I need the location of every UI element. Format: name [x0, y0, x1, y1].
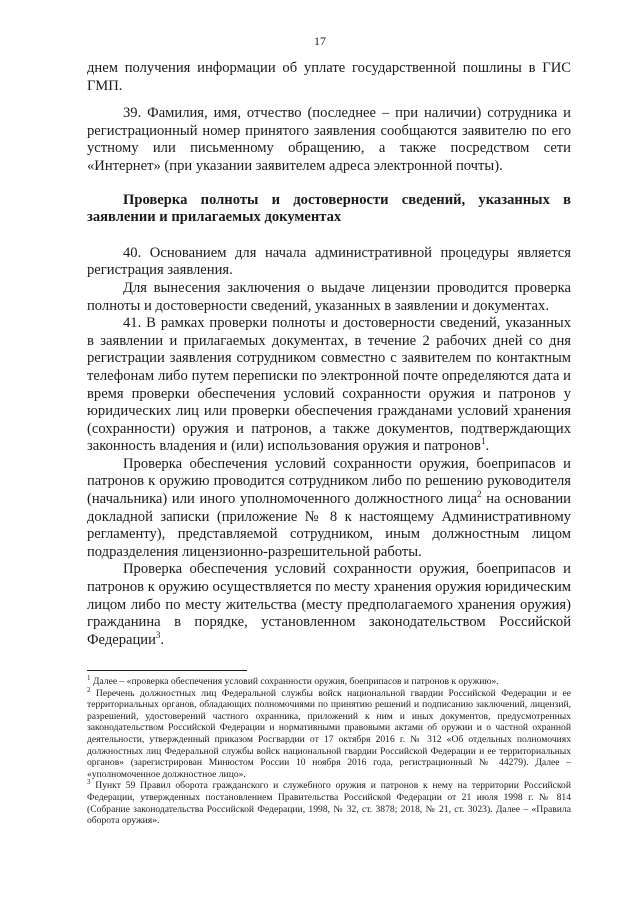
footnote-divider: [87, 670, 247, 671]
footnote-text-3: Пункт 59 Правил оборота гражданского и служебного оружия и патронов к нему на территории Российской Федерации, утвержденных постановлением Правительства Российской Федерации от 21 июля 1998 г. № 814 (Собрание законодательства Российской Федерации, 1998, № 32, ст. 3878; 2018, № 21, ст. 3023). Далее – «Правила оборота оружия».: [87, 780, 571, 827]
body-text: [87, 60, 571, 649]
paragraph-41b-text: Проверка обеспечения условий сохранности оружия, боеприпасов и патронов к оружию проводится сотрудником либо по решению руководителя (начальника) или иного уполномоченного должностного лица: [87, 455, 571, 508]
paragraph-41-end: .: [485, 438, 490, 455]
footnote-ref-1: 1: [480, 436, 486, 447]
page-number: 17: [314, 34, 326, 48]
footnote-mark-3: 3: [87, 778, 91, 787]
footnote-mark-2: 2: [87, 685, 91, 694]
footnotes: [87, 673, 571, 827]
section-heading: Проверка полноты и достоверности сведений, указанных в заявлении и прилагаемых документах: [87, 191, 571, 226]
paragraph-41c: [87, 561, 571, 649]
paragraph-41: [87, 315, 571, 456]
footnote-mark-1: 1: [87, 673, 91, 682]
paragraph-41b: [87, 456, 571, 562]
paragraph-41c-text: Проверка обеспечения условий сохранности оружия, боеприпасов и патронов к оружию осуществляется по месту хранения оружия юридическим лицом либо по месту жительства (месту предполагаемого хранения оружия) гражданина в порядке, установленном законодательством Российской Федерации: [87, 561, 571, 648]
paragraph-39: 39. Фамилия, имя, отчество (последнее – при наличии) сотрудника и регистрационный номер принятого заявления сообщаются заявителю по его устному или письменному обращению, а также посредством сети «Интернет» (при указании заявителем адреса электронной почты).: [87, 105, 571, 174]
footnote-ref-3: 3: [155, 629, 161, 640]
paragraph-40b: Для вынесения заключения о выдаче лицензии проводится проверка полноты и достоверности сведений, указанных в заявлении и документах.: [87, 279, 571, 314]
paragraph-continued: днем получения информации об уплате государственной пошлины в ГИС ГМП.: [87, 60, 571, 94]
footnote-ref-2: 2: [477, 489, 482, 500]
footnote-text-2: Перечень должностных лиц Федеральной службы войск национальной гвардии Российской Федерации и ее территориальных органов, обладающих полномочиями по принятию решений и подписанию заключений, лицензий, разрешений, удостоверений частного охранника, приложений к ним и иных документов, предусмотренных законодательством Российской Федерации и нормативными правовыми актами об оружии и о частной охранной деятельности, утвержденный приказом Росгвардии от 17 октября 2016 г. № 312 «Об отдельных полномочиях должностных лиц Федеральной службы войск национальной гвардии Российской Федерации и ее территориальных органов» (зарегистрирован Минюстом России 10 ноября 2016 года, регистрационный № 44279). Далее – «уполномоченное должностное лицо».: [87, 687, 571, 780]
paragraph-40: 40. Основанием для начала административной процедуры является регистрация заявления.: [87, 244, 571, 279]
footnote-text-1: Далее – «проверка обеспечения условий сохранности оружия, боеприпасов и патронов к оружию».: [90, 676, 499, 687]
footnote-3: [87, 780, 571, 826]
footnote-2: [87, 685, 571, 781]
paragraph-41-text: 41. В рамках проверки полноты и достоверности сведений, указанных в заявлении и прилагаемых документах, в течение 2 рабочих дней со дня регистрации заявления сотрудником совместно с заявителем по контактным телефонам либо путем переписки по электронной почте определяются дата и время проверки обеспечения условий сохранности оружия и патронов у юридических лиц или проверки обеспечения гражданами условий хранения (сохранности) оружия и патронов, а также документов, подтверждающих законность владения и (или) использования оружия и патронов: [87, 315, 571, 455]
paragraph-41b-end: на основании докладной записки (приложение № 8 к настоящему Административному регламенту), представляемой сотрудником, иным должностным лицом подразделения лицензионно-разрешительной работы.: [87, 491, 571, 560]
footnote-1: [87, 673, 571, 688]
paragraph-41c-end: .: [160, 631, 165, 648]
